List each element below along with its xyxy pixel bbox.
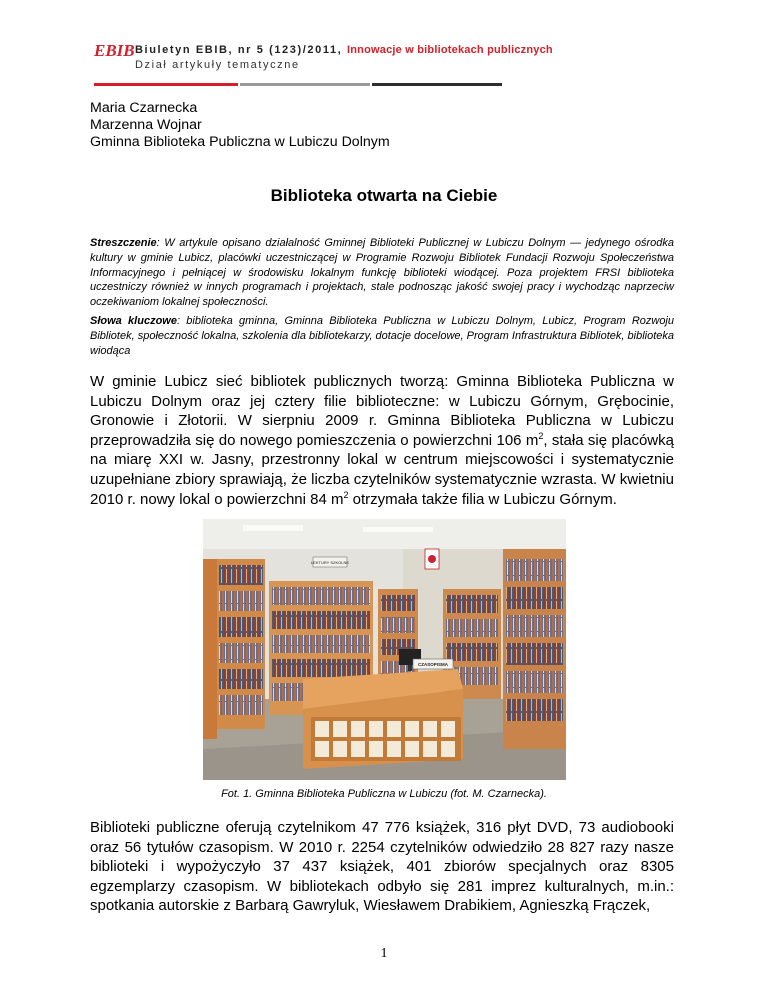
page-number: 1 <box>380 946 388 961</box>
paragraph-1 <box>90 372 674 509</box>
header-bar-gray <box>240 83 370 86</box>
paragraph-1-text-b: , stała się placówką na miarę XXI w. Jasny, przestronny lokal w centrum miejscowości i systematycznie uzupełniane zbiory sprawiają, że liczba czytelników systematycznie wzrasta. W kwietniu 2010 r. nowy lokal o powierzchni 84 m <box>90 431 674 508</box>
library-photo <box>203 519 566 780</box>
sign-czasopisma: CZASOPISMA <box>417 662 449 667</box>
sign-lektury: LEKTURY SZKOLNE <box>310 560 350 565</box>
abstract <box>90 236 674 310</box>
abstract-label: Streszczenie <box>90 237 157 249</box>
paragraph-2: Biblioteki publiczne oferują czytelnikom 47 776 książek, 316 płyt DVD, 73 audiobooki oraz 56 tytułów czasopism. W 2010 r. 2254 czytelników odwiedziło 28 827 razy nasze biblioteki i wypożyczyło 37 437 książek, 401 zbiorów specjalnych oraz 8305 egzemplarzy czasopism. W bibliotekach odbyło się 281 imprez kulturalnych, m.in.: spotkania autorskie z Barbarą Gawryluk, Wiesławem Drabikiem, Agnieszką Frączek, <box>90 819 674 915</box>
ebib-logo <box>94 40 135 60</box>
photo-caption: Fot. 1. Gminna Biblioteka Publiczna w Lubiczu (fot. M. Czarnecka). <box>221 788 547 800</box>
keywords-label: Słowa kluczowe <box>90 315 177 327</box>
author-1: Maria Czarnecka <box>90 100 198 116</box>
bulletin-title: Biuletyn EBIB, nr 5 (123)/2011, <box>135 44 343 56</box>
keywords <box>90 314 674 358</box>
author-affiliation: Gminna Biblioteka Publiczna w Lubiczu Dolnym <box>90 134 390 150</box>
superscript-2: 2 <box>538 430 544 441</box>
paragraph-1-text-a: W gminie Lubicz sieć bibliotek publicznych tworzą: Gminna Biblioteka Publiczna w Lubiczu Dolnym oraz jej cztery filie biblioteczne: w Lubiczu Górnym, Grębocinie, Gronowie i Złotorii. W sierpniu 2009 r. Gminna Biblioteka Publiczna w Lubiczu przeprowadziła się do nowego pomieszczenia o powierzchni 106 m <box>90 373 674 449</box>
article-title: Biblioteka otwarta na Ciebie <box>270 186 498 205</box>
author-2: Marzenna Wojnar <box>90 117 202 133</box>
header-bar-dark <box>372 83 502 86</box>
bulletin-header <box>135 44 553 56</box>
paragraph-1-text-c: otrzymała także filia w Lubiczu Górnym. <box>348 490 617 508</box>
header-bar-red <box>94 83 238 86</box>
issue-topic: Innowacje w bibliotekach publicznych <box>346 44 553 56</box>
section-label: Dział artykuły tematyczne <box>135 59 300 71</box>
ebib-logo-text: EBIB <box>94 41 135 60</box>
keywords-text: : biblioteka gminna, Gminna Biblioteka Publiczna w Lubiczu Dolnym, Lubicz, Program Rozwoju Bibliotek, społeczność lokalna, szkolenia dla bibliotekarzy, dotacje docelowe, Program Infrastruktura Bibliotek, biblioteka wiodąca <box>90 315 674 357</box>
abstract-text: : W artykule opisano działalność Gminnej Biblioteki Publicznej w Lubiczu Dolnym — jedynego ośrodka kultury w gminie Lubicz, placówki uczestniczącej w Programie Rozwoju Bibliotek Fundacji Rozwoju Społeczeństwa Informacyjnego i pełniącej w środowisku lokalnym funkcję biblioteki wiodącej. Poza projektem FRSI biblioteka uczestniczy również w innych programach i projektach, stale podnosząc jakość swojej pracy i wychodząc naprzeciw oczekiwaniom lokalnej społeczności. <box>90 237 674 309</box>
superscript-2: 2 <box>343 489 349 500</box>
